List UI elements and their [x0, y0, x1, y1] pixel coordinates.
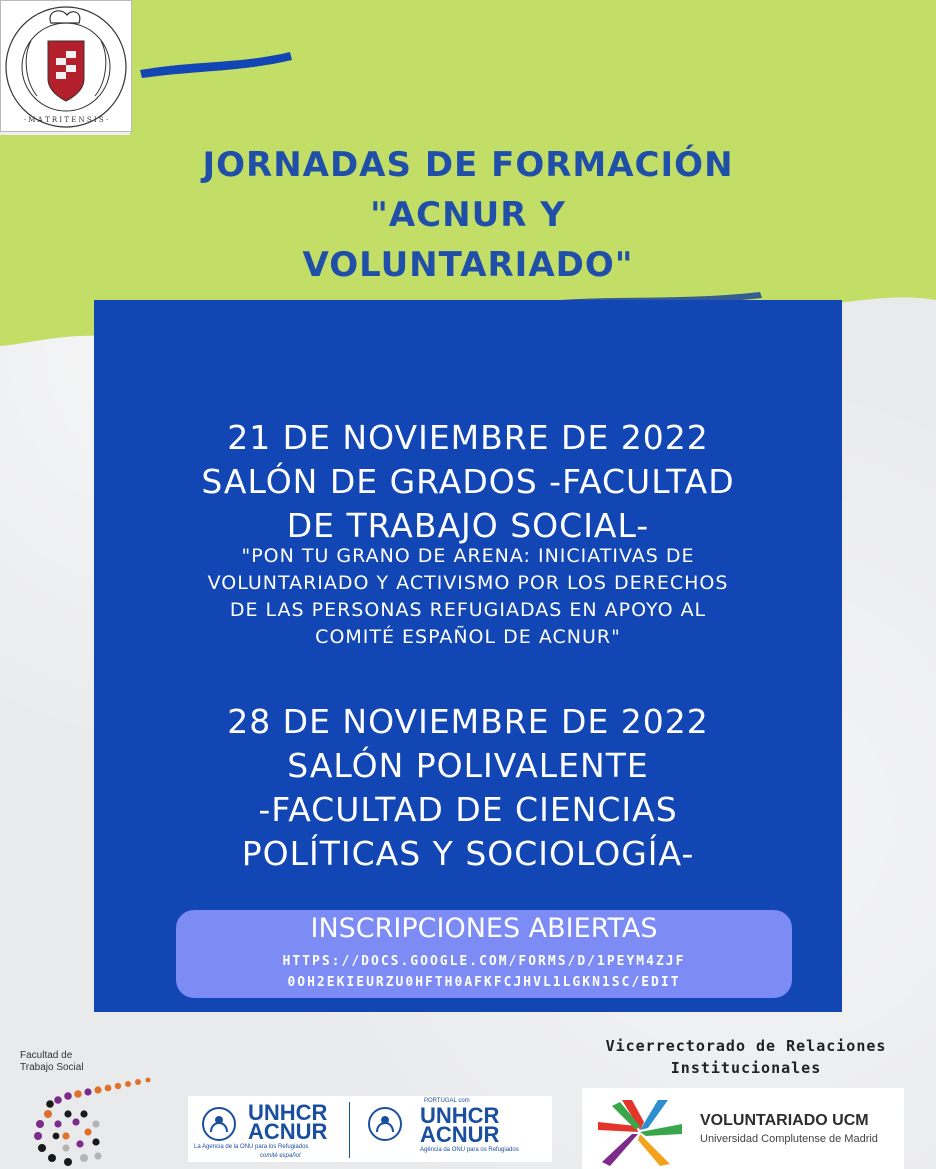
event1-venue-line: SALÓN DE GRADOS -FACULTAD: [201, 462, 735, 501]
svg-text:· M A T R I T E N S I S ·: · M A T R I T E N S I S ·: [23, 116, 109, 124]
voluntariado-name: VOLUNTARIADO UCM: [700, 1112, 869, 1129]
unhcr-brand-bottom: ACNUR: [248, 1119, 328, 1144]
vicerrectorado-line: Vicerrectorado de Relaciones: [605, 1037, 887, 1055]
registration-title: INSCRIPCIONES ABIERTAS: [310, 913, 658, 944]
vicerrectorado-label: [560, 1035, 932, 1079]
link-line[interactable]: HTTPS://DOCS.GOOGLE.COM/FORMS/D/1PEYM4ZJF: [282, 954, 686, 969]
event1-details: [94, 416, 842, 548]
link-line[interactable]: 0OH2EKIEURZU0HFTH0AFKFCJHVL1LGKN1SC/EDIT: [287, 975, 681, 990]
fts-label-line: Facultad de: [20, 1050, 73, 1061]
event2-date: 28 DE NOVIEMBRE DE 2022: [227, 702, 709, 741]
title-line: JORNADAS DE FORMACIÓN: [202, 145, 734, 185]
unhcr-brand-top: UNHCR: [248, 1100, 328, 1125]
unhcr-emblem-icon: [194, 1102, 244, 1142]
event1-quote: [94, 543, 842, 651]
event1-date: 21 DE NOVIEMBRE DE 2022: [227, 418, 709, 457]
fts-label-line: Trabajo Social: [20, 1062, 84, 1073]
unhcr-tagline: La Agencia de la ONU para los Refugiados: [194, 1144, 309, 1150]
unhcr-portugal-pre: PORTUGAL com: [424, 1098, 470, 1104]
vicerrectorado-line: Institucionales: [670, 1059, 822, 1077]
event-info-panel: [94, 300, 842, 1012]
unhcr-brand-bottom: ACNUR: [420, 1122, 500, 1147]
quote-line: VOLUNTARIADO Y ACTIVISMO POR LOS DERECHOS: [207, 572, 729, 594]
seal-emblem-icon: [1, 1, 131, 131]
event2-venue-line: POLÍTICAS Y SOCIOLOGÍA-: [241, 834, 695, 873]
event2-details: [94, 700, 842, 876]
event1-venue-line: DE TRABAJO SOCIAL-: [286, 506, 650, 545]
unhcr-emblem-icon: [360, 1102, 410, 1142]
unhcr-subtitle: comité español: [260, 1153, 301, 1159]
voluntariado-star-icon: [592, 1094, 688, 1169]
page-title: [130, 140, 806, 290]
unhcr-tagline: Agência da ONU para os Refugiados: [420, 1147, 519, 1153]
spiral-dots-icon: [18, 1074, 158, 1169]
voluntariado-subtitle: Universidad Complutense de Madrid: [700, 1133, 878, 1145]
quote-line: "PON TU GRANO DE ARENA: INICIATIVAS DE: [241, 545, 695, 567]
university-seal-logo: [0, 0, 132, 132]
fts-logo-label: [20, 1050, 84, 1074]
logo-divider: [349, 1102, 350, 1158]
event2-venue-line: -FACULTAD DE CIENCIAS: [258, 790, 678, 829]
unhcr-brand-top: UNHCR: [420, 1103, 500, 1128]
title-line: "ACNUR Y: [370, 195, 566, 235]
title-line: VOLUNTARIADO": [302, 245, 634, 285]
event2-venue-line: SALÓN POLIVALENTE: [287, 746, 649, 785]
registration-link[interactable]: [176, 951, 792, 993]
quote-line: DE LAS PERSONAS REFUGIADAS EN APOYO AL: [229, 599, 707, 621]
quote-line: COMITÉ ESPAÑOL DE ACNUR": [315, 626, 621, 648]
